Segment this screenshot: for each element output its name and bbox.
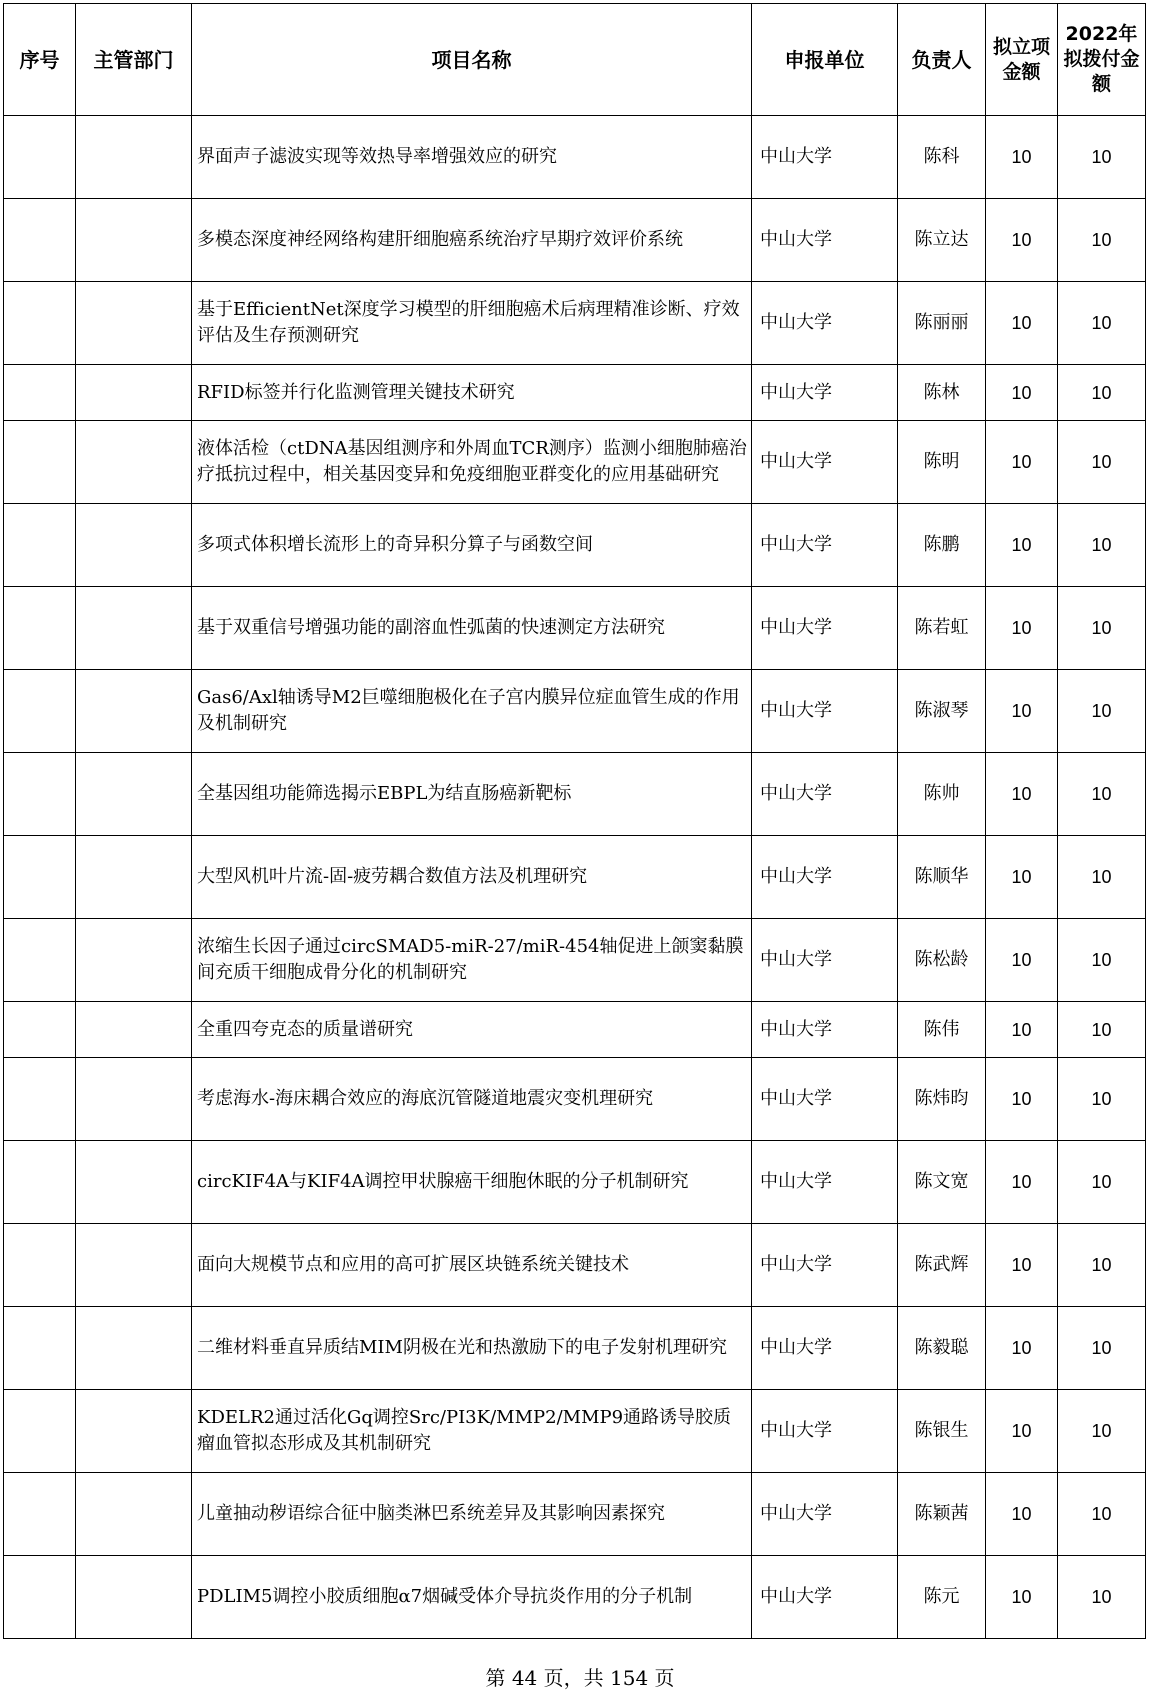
cell-project-title: 液体活检（ctDNA基因组测序和外周血TCR测序）监测小细胞肺癌治疗抵抗过程中，相关基因变异和免疫细胞亚群变化的应用基础研究	[192, 421, 752, 504]
cell-seq	[4, 282, 76, 365]
cell-2022-amount: 10	[1058, 1473, 1146, 1556]
cell-2022-amount: 10	[1058, 1058, 1146, 1141]
cell-2022-amount: 10	[1058, 1556, 1146, 1639]
cell-seq	[4, 670, 76, 753]
cell-dept	[76, 1307, 192, 1390]
cell-dept	[76, 1556, 192, 1639]
project-funding-table	[3, 3, 1146, 1639]
cell-unit: 中山大学	[752, 199, 898, 282]
cell-seq	[4, 116, 76, 199]
cell-unit: 中山大学	[752, 1002, 898, 1058]
table-row	[4, 282, 1146, 365]
cell-dept	[76, 1224, 192, 1307]
cell-2022-amount: 10	[1058, 670, 1146, 753]
cell-approved-amount: 10	[986, 282, 1058, 365]
cell-2022-amount: 10	[1058, 1141, 1146, 1224]
cell-approved-amount: 10	[986, 365, 1058, 421]
cell-seq	[4, 1141, 76, 1224]
cell-dept	[76, 670, 192, 753]
cell-seq	[4, 1556, 76, 1639]
cell-project-title: 基于EfficientNet深度学习模型的肝细胞癌术后病理精准诊断、疗效评估及生存预测研究	[192, 282, 752, 365]
cell-project-title: 儿童抽动秽语综合征中脑类淋巴系统差异及其影响因素探究	[192, 1473, 752, 1556]
table-row	[4, 836, 1146, 919]
cell-dept	[76, 1058, 192, 1141]
table-row	[4, 1473, 1146, 1556]
cell-leader: 陈银生	[898, 1390, 986, 1473]
table-row	[4, 1002, 1146, 1058]
cell-leader: 陈元	[898, 1556, 986, 1639]
header-unit: 申报单位	[752, 4, 898, 116]
cell-leader: 陈文宽	[898, 1141, 986, 1224]
cell-unit: 中山大学	[752, 1556, 898, 1639]
cell-seq	[4, 365, 76, 421]
table-row	[4, 1058, 1146, 1141]
header-dept: 主管部门	[76, 4, 192, 116]
cell-approved-amount: 10	[986, 116, 1058, 199]
cell-dept	[76, 504, 192, 587]
cell-leader: 陈武辉	[898, 1224, 986, 1307]
table-row	[4, 1141, 1146, 1224]
cell-seq	[4, 1307, 76, 1390]
cell-dept	[76, 365, 192, 421]
cell-2022-amount: 10	[1058, 919, 1146, 1002]
cell-seq	[4, 1224, 76, 1307]
cell-project-title: 浓缩生长因子通过circSMAD5-miR-27/miR-454轴促进上颌窦黏膜间充质干细胞成骨分化的机制研究	[192, 919, 752, 1002]
cell-approved-amount: 10	[986, 919, 1058, 1002]
cell-leader: 陈明	[898, 421, 986, 504]
cell-leader: 陈淑琴	[898, 670, 986, 753]
header-amount-2022: 2022年拟拨付金额	[1058, 4, 1146, 116]
cell-seq	[4, 1058, 76, 1141]
cell-leader: 陈松龄	[898, 919, 986, 1002]
cell-approved-amount: 10	[986, 753, 1058, 836]
cell-2022-amount: 10	[1058, 365, 1146, 421]
cell-2022-amount: 10	[1058, 836, 1146, 919]
cell-dept	[76, 753, 192, 836]
table-row	[4, 670, 1146, 753]
cell-seq	[4, 199, 76, 282]
cell-2022-amount: 10	[1058, 587, 1146, 670]
cell-2022-amount: 10	[1058, 1002, 1146, 1058]
cell-project-title: 多项式体积增长流形上的奇异积分算子与函数空间	[192, 504, 752, 587]
header-approved: 拟立项金额	[986, 4, 1058, 116]
table-row	[4, 587, 1146, 670]
cell-unit: 中山大学	[752, 587, 898, 670]
cell-project-title: 考虑海水-海床耦合效应的海底沉管隧道地震灾变机理研究	[192, 1058, 752, 1141]
cell-project-title: 基于双重信号增强功能的副溶血性弧菌的快速测定方法研究	[192, 587, 752, 670]
cell-project-title: KDELR2通过活化Gq调控Src/PI3K/MMP2/MMP9通路诱导胶质瘤血管拟态形成及其机制研究	[192, 1390, 752, 1473]
cell-approved-amount: 10	[986, 1058, 1058, 1141]
header-leader: 负责人	[898, 4, 986, 116]
cell-project-title: RFID标签并行化监测管理关键技术研究	[192, 365, 752, 421]
table-body	[4, 116, 1146, 1639]
cell-seq	[4, 504, 76, 587]
cell-seq	[4, 1002, 76, 1058]
cell-unit: 中山大学	[752, 282, 898, 365]
cell-dept	[76, 836, 192, 919]
table-row	[4, 753, 1146, 836]
table-row	[4, 919, 1146, 1002]
header-title: 项目名称	[192, 4, 752, 116]
cell-seq	[4, 919, 76, 1002]
table-row	[4, 421, 1146, 504]
cell-approved-amount: 10	[986, 1556, 1058, 1639]
cell-dept	[76, 1002, 192, 1058]
cell-dept	[76, 1473, 192, 1556]
cell-2022-amount: 10	[1058, 421, 1146, 504]
cell-unit: 中山大学	[752, 504, 898, 587]
cell-approved-amount: 10	[986, 587, 1058, 670]
cell-approved-amount: 10	[986, 1141, 1058, 1224]
cell-dept	[76, 421, 192, 504]
cell-dept	[76, 282, 192, 365]
cell-leader: 陈颖茜	[898, 1473, 986, 1556]
cell-leader: 陈科	[898, 116, 986, 199]
cell-unit: 中山大学	[752, 1307, 898, 1390]
cell-seq	[4, 753, 76, 836]
cell-2022-amount: 10	[1058, 116, 1146, 199]
cell-unit: 中山大学	[752, 836, 898, 919]
cell-approved-amount: 10	[986, 1224, 1058, 1307]
cell-unit: 中山大学	[752, 1390, 898, 1473]
cell-dept	[76, 1390, 192, 1473]
cell-unit: 中山大学	[752, 1141, 898, 1224]
cell-seq	[4, 1473, 76, 1556]
cell-leader: 陈鹏	[898, 504, 986, 587]
table-row	[4, 199, 1146, 282]
cell-approved-amount: 10	[986, 1473, 1058, 1556]
cell-leader: 陈帅	[898, 753, 986, 836]
cell-approved-amount: 10	[986, 1307, 1058, 1390]
table-header-row	[4, 4, 1146, 116]
cell-unit: 中山大学	[752, 670, 898, 753]
cell-project-title: 二维材料垂直异质结MIM阴极在光和热激励下的电子发射机理研究	[192, 1307, 752, 1390]
cell-seq	[4, 587, 76, 670]
cell-seq	[4, 836, 76, 919]
cell-dept	[76, 587, 192, 670]
cell-project-title: circKIF4A与KIF4A调控甲状腺癌干细胞休眠的分子机制研究	[192, 1141, 752, 1224]
page-footer: 第 44 页，共 154 页	[485, 1666, 675, 1690]
cell-project-title: 面向大规模节点和应用的高可扩展区块链系统关键技术	[192, 1224, 752, 1307]
cell-project-title: 多模态深度神经网络构建肝细胞癌系统治疗早期疗效评价系统	[192, 199, 752, 282]
cell-approved-amount: 10	[986, 836, 1058, 919]
cell-leader: 陈林	[898, 365, 986, 421]
cell-unit: 中山大学	[752, 1058, 898, 1141]
cell-approved-amount: 10	[986, 504, 1058, 587]
cell-unit: 中山大学	[752, 753, 898, 836]
cell-approved-amount: 10	[986, 421, 1058, 504]
cell-project-title: PDLIM5调控小胶质细胞α7烟碱受体介导抗炎作用的分子机制	[192, 1556, 752, 1639]
cell-seq	[4, 421, 76, 504]
cell-unit: 中山大学	[752, 365, 898, 421]
table-row	[4, 1307, 1146, 1390]
cell-approved-amount: 10	[986, 1002, 1058, 1058]
cell-2022-amount: 10	[1058, 1390, 1146, 1473]
cell-2022-amount: 10	[1058, 282, 1146, 365]
table-row	[4, 1224, 1146, 1307]
table-row	[4, 1390, 1146, 1473]
cell-2022-amount: 10	[1058, 504, 1146, 587]
cell-project-title: 全重四夸克态的质量谱研究	[192, 1002, 752, 1058]
cell-leader: 陈若虹	[898, 587, 986, 670]
cell-dept	[76, 919, 192, 1002]
cell-project-title: 大型风机叶片流-固-疲劳耦合数值方法及机理研究	[192, 836, 752, 919]
cell-leader: 陈顺华	[898, 836, 986, 919]
cell-2022-amount: 10	[1058, 199, 1146, 282]
table-row	[4, 504, 1146, 587]
cell-leader: 陈炜昀	[898, 1058, 986, 1141]
table-row	[4, 365, 1146, 421]
cell-leader: 陈毅聪	[898, 1307, 986, 1390]
table-row	[4, 1556, 1146, 1639]
cell-leader: 陈立达	[898, 199, 986, 282]
cell-approved-amount: 10	[986, 670, 1058, 753]
cell-seq	[4, 1390, 76, 1473]
cell-dept	[76, 199, 192, 282]
cell-dept	[76, 1141, 192, 1224]
cell-unit: 中山大学	[752, 421, 898, 504]
cell-project-title: Gas6/Axl轴诱导M2巨噬细胞极化在子宫内膜异位症血管生成的作用及机制研究	[192, 670, 752, 753]
cell-project-title: 界面声子滤波实现等效热导率增强效应的研究	[192, 116, 752, 199]
cell-project-title: 全基因组功能筛选揭示EBPL为结直肠癌新靶标	[192, 753, 752, 836]
cell-2022-amount: 10	[1058, 1307, 1146, 1390]
cell-dept	[76, 116, 192, 199]
cell-unit: 中山大学	[752, 1224, 898, 1307]
cell-2022-amount: 10	[1058, 753, 1146, 836]
cell-2022-amount: 10	[1058, 1224, 1146, 1307]
table-row	[4, 116, 1146, 199]
header-seq: 序号	[4, 4, 76, 116]
cell-unit: 中山大学	[752, 116, 898, 199]
cell-unit: 中山大学	[752, 1473, 898, 1556]
cell-approved-amount: 10	[986, 1390, 1058, 1473]
cell-leader: 陈丽丽	[898, 282, 986, 365]
cell-leader: 陈伟	[898, 1002, 986, 1058]
cell-approved-amount: 10	[986, 199, 1058, 282]
cell-unit: 中山大学	[752, 919, 898, 1002]
